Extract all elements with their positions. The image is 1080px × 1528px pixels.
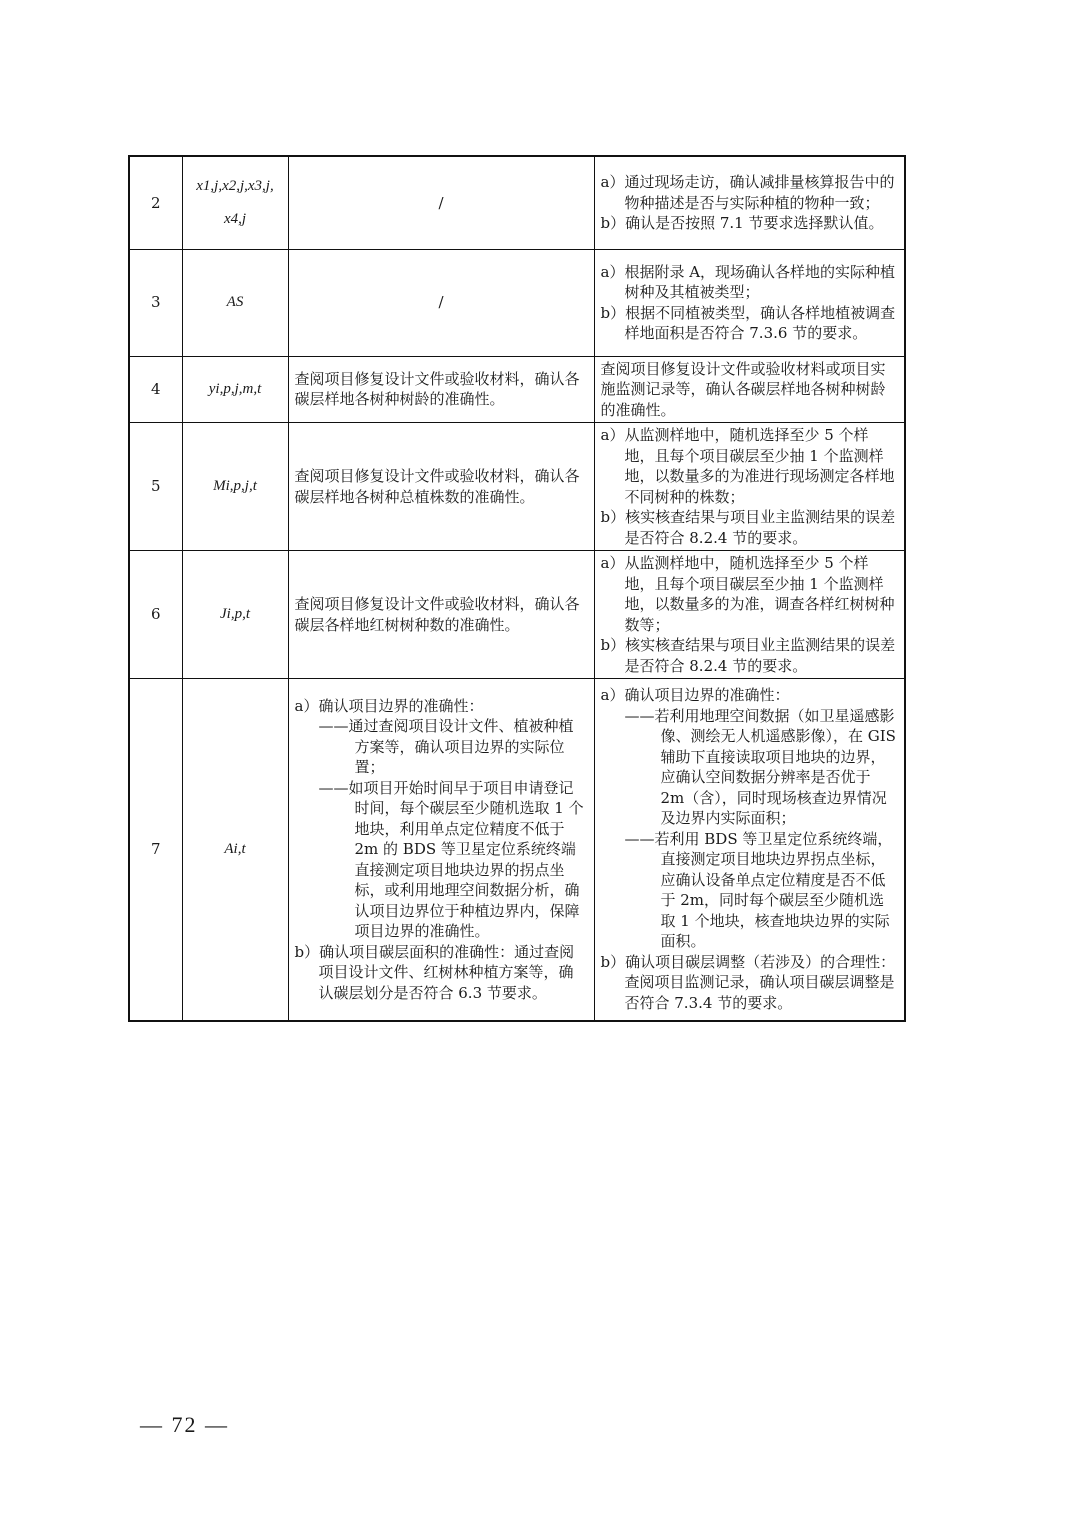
row-number: 4 bbox=[129, 356, 182, 423]
list-item: b）确认项目碳层调整（若涉及）的合理性：查阅项目监测记录，确认项目碳层调整是否符合 7.3.4 节的要求。 bbox=[600, 952, 896, 1012]
list-item: a）根据附录 A，现场确认各样地的实际种植树种及其植被类型； bbox=[600, 262, 896, 301]
document-review-cell: 查阅项目修复设计文件或验收材料，确认各碳层各样地红树树种数的准确性。 bbox=[288, 551, 594, 679]
list-item: b）根据不同植被类型，确认各样地植被调查样地面积是否符合 7.3.6 节的要求。 bbox=[600, 303, 896, 342]
dash-item: ——通过查阅项目设计文件、植被种植方案等，确认项目边界的实际位置； bbox=[318, 717, 574, 776]
table-row bbox=[129, 156, 905, 249]
list-item: a）确认项目边界的准确性： bbox=[600, 686, 790, 705]
parameter-symbol: Ji,p,t bbox=[182, 551, 288, 679]
row-number: 3 bbox=[129, 249, 182, 356]
site-check-cell bbox=[594, 679, 905, 1021]
table-row bbox=[129, 249, 905, 356]
row-number: 2 bbox=[129, 156, 182, 249]
symbol-line: x4,j bbox=[223, 210, 247, 227]
site-check-cell bbox=[594, 551, 905, 679]
site-check-cell bbox=[594, 156, 905, 249]
dash-item: ——若利用 BDS 等卫星定位系统终端，直接测定项目地块边界拐点坐标，应确认设备单点定位精度是否不低于 2m，同时每个碳层至少随机选取 1 个地块，核查地块边界的实际面积。 bbox=[624, 829, 893, 951]
symbol-line: x1,j,x2,j,x3,j, bbox=[196, 178, 274, 195]
site-check-cell bbox=[594, 356, 905, 423]
list-item: b）核实核查结果与项目业主监测结果的误差是否符合 8.2.4 节的要求。 bbox=[600, 636, 896, 675]
list-item: b）核实核查结果与项目业主监测结果的误差是否符合 8.2.4 节的要求。 bbox=[600, 508, 896, 547]
table-row bbox=[129, 356, 905, 423]
site-check-cell bbox=[594, 423, 905, 551]
document-review-cell: / bbox=[288, 249, 594, 356]
parameter-symbol: AS bbox=[182, 249, 288, 356]
verification-table bbox=[128, 155, 906, 1022]
list-item: a）从监测样地中，随机选择至少 5 个样地，且每个项目碳层至少抽 1 个监测样地，以数量多的为准进行现场测定各样地不同树种的株数； bbox=[600, 426, 895, 506]
document-review-cell bbox=[288, 679, 594, 1021]
dash-item: ——若利用地理空间数据（如卫星遥感影像、测绘无人机遥感影像），在 GIS 辅助下直接读取项目地块的边界，应确认空间数据分辨率是否优于 2m（含），同时现场核查边界情况及边界内实际面积； bbox=[624, 706, 896, 828]
list-item: 查阅项目修复设计文件或验收材料或项目实施监测记录等，确认各碳层样地各树种树龄的准确性。 bbox=[600, 359, 886, 419]
document-review-cell: / bbox=[288, 156, 594, 249]
parameter-symbol: yi,p,j,m,t bbox=[182, 356, 288, 423]
list-item: b）确认是否按照 7.1 节要求选择默认值。 bbox=[600, 214, 884, 232]
row-number: 6 bbox=[129, 551, 182, 679]
document-review-cell: 查阅项目修复设计文件或验收材料，确认各碳层样地各树种树龄的准确性。 bbox=[288, 356, 594, 423]
site-check-cell bbox=[594, 249, 905, 356]
table-row bbox=[129, 679, 905, 1021]
list-item: b）确认项目碳层面积的准确性：通过查阅项目设计文件、红树林种植方案等，确认碳层划分是否符合 6.3 节要求。 bbox=[294, 942, 575, 1002]
table-row bbox=[129, 423, 905, 551]
row-number: 5 bbox=[129, 423, 182, 551]
parameter-symbol bbox=[182, 156, 288, 249]
dash-item: ——如项目开始时间早于项目申请登记时间，每个碳层至少随机选取 1 个地块，利用单点定位精度不低于 2m 的 BDS 等卫星定位系统终端直接测定项目地块边界的拐点坐标，或利用地理空间数据分析，确认项目边界位于种植边界内，保障项目边界的准确性。 bbox=[318, 778, 584, 940]
table-row bbox=[129, 551, 905, 679]
list-item: a）确认项目边界的准确性： bbox=[294, 696, 484, 715]
list-item: a）从监测样地中，随机选择至少 5 个样地，且每个项目碳层至少抽 1 个监测样地，以数量多的为准，调查各样红树树种数等； bbox=[600, 554, 895, 634]
list-item: a）通过现场走访，确认减排量核算报告中的物种描述是否与实际种植的物种一致； bbox=[600, 173, 895, 212]
row-number: 7 bbox=[129, 679, 182, 1021]
document-review-cell: 查阅项目修复设计文件或验收材料，确认各碳层样地各树种总植株数的准确性。 bbox=[288, 423, 594, 551]
page-number: — 72 — bbox=[140, 1412, 229, 1437]
parameter-symbol: Ai,t bbox=[182, 679, 288, 1021]
parameter-symbol: Mi,p,j,t bbox=[182, 423, 288, 551]
